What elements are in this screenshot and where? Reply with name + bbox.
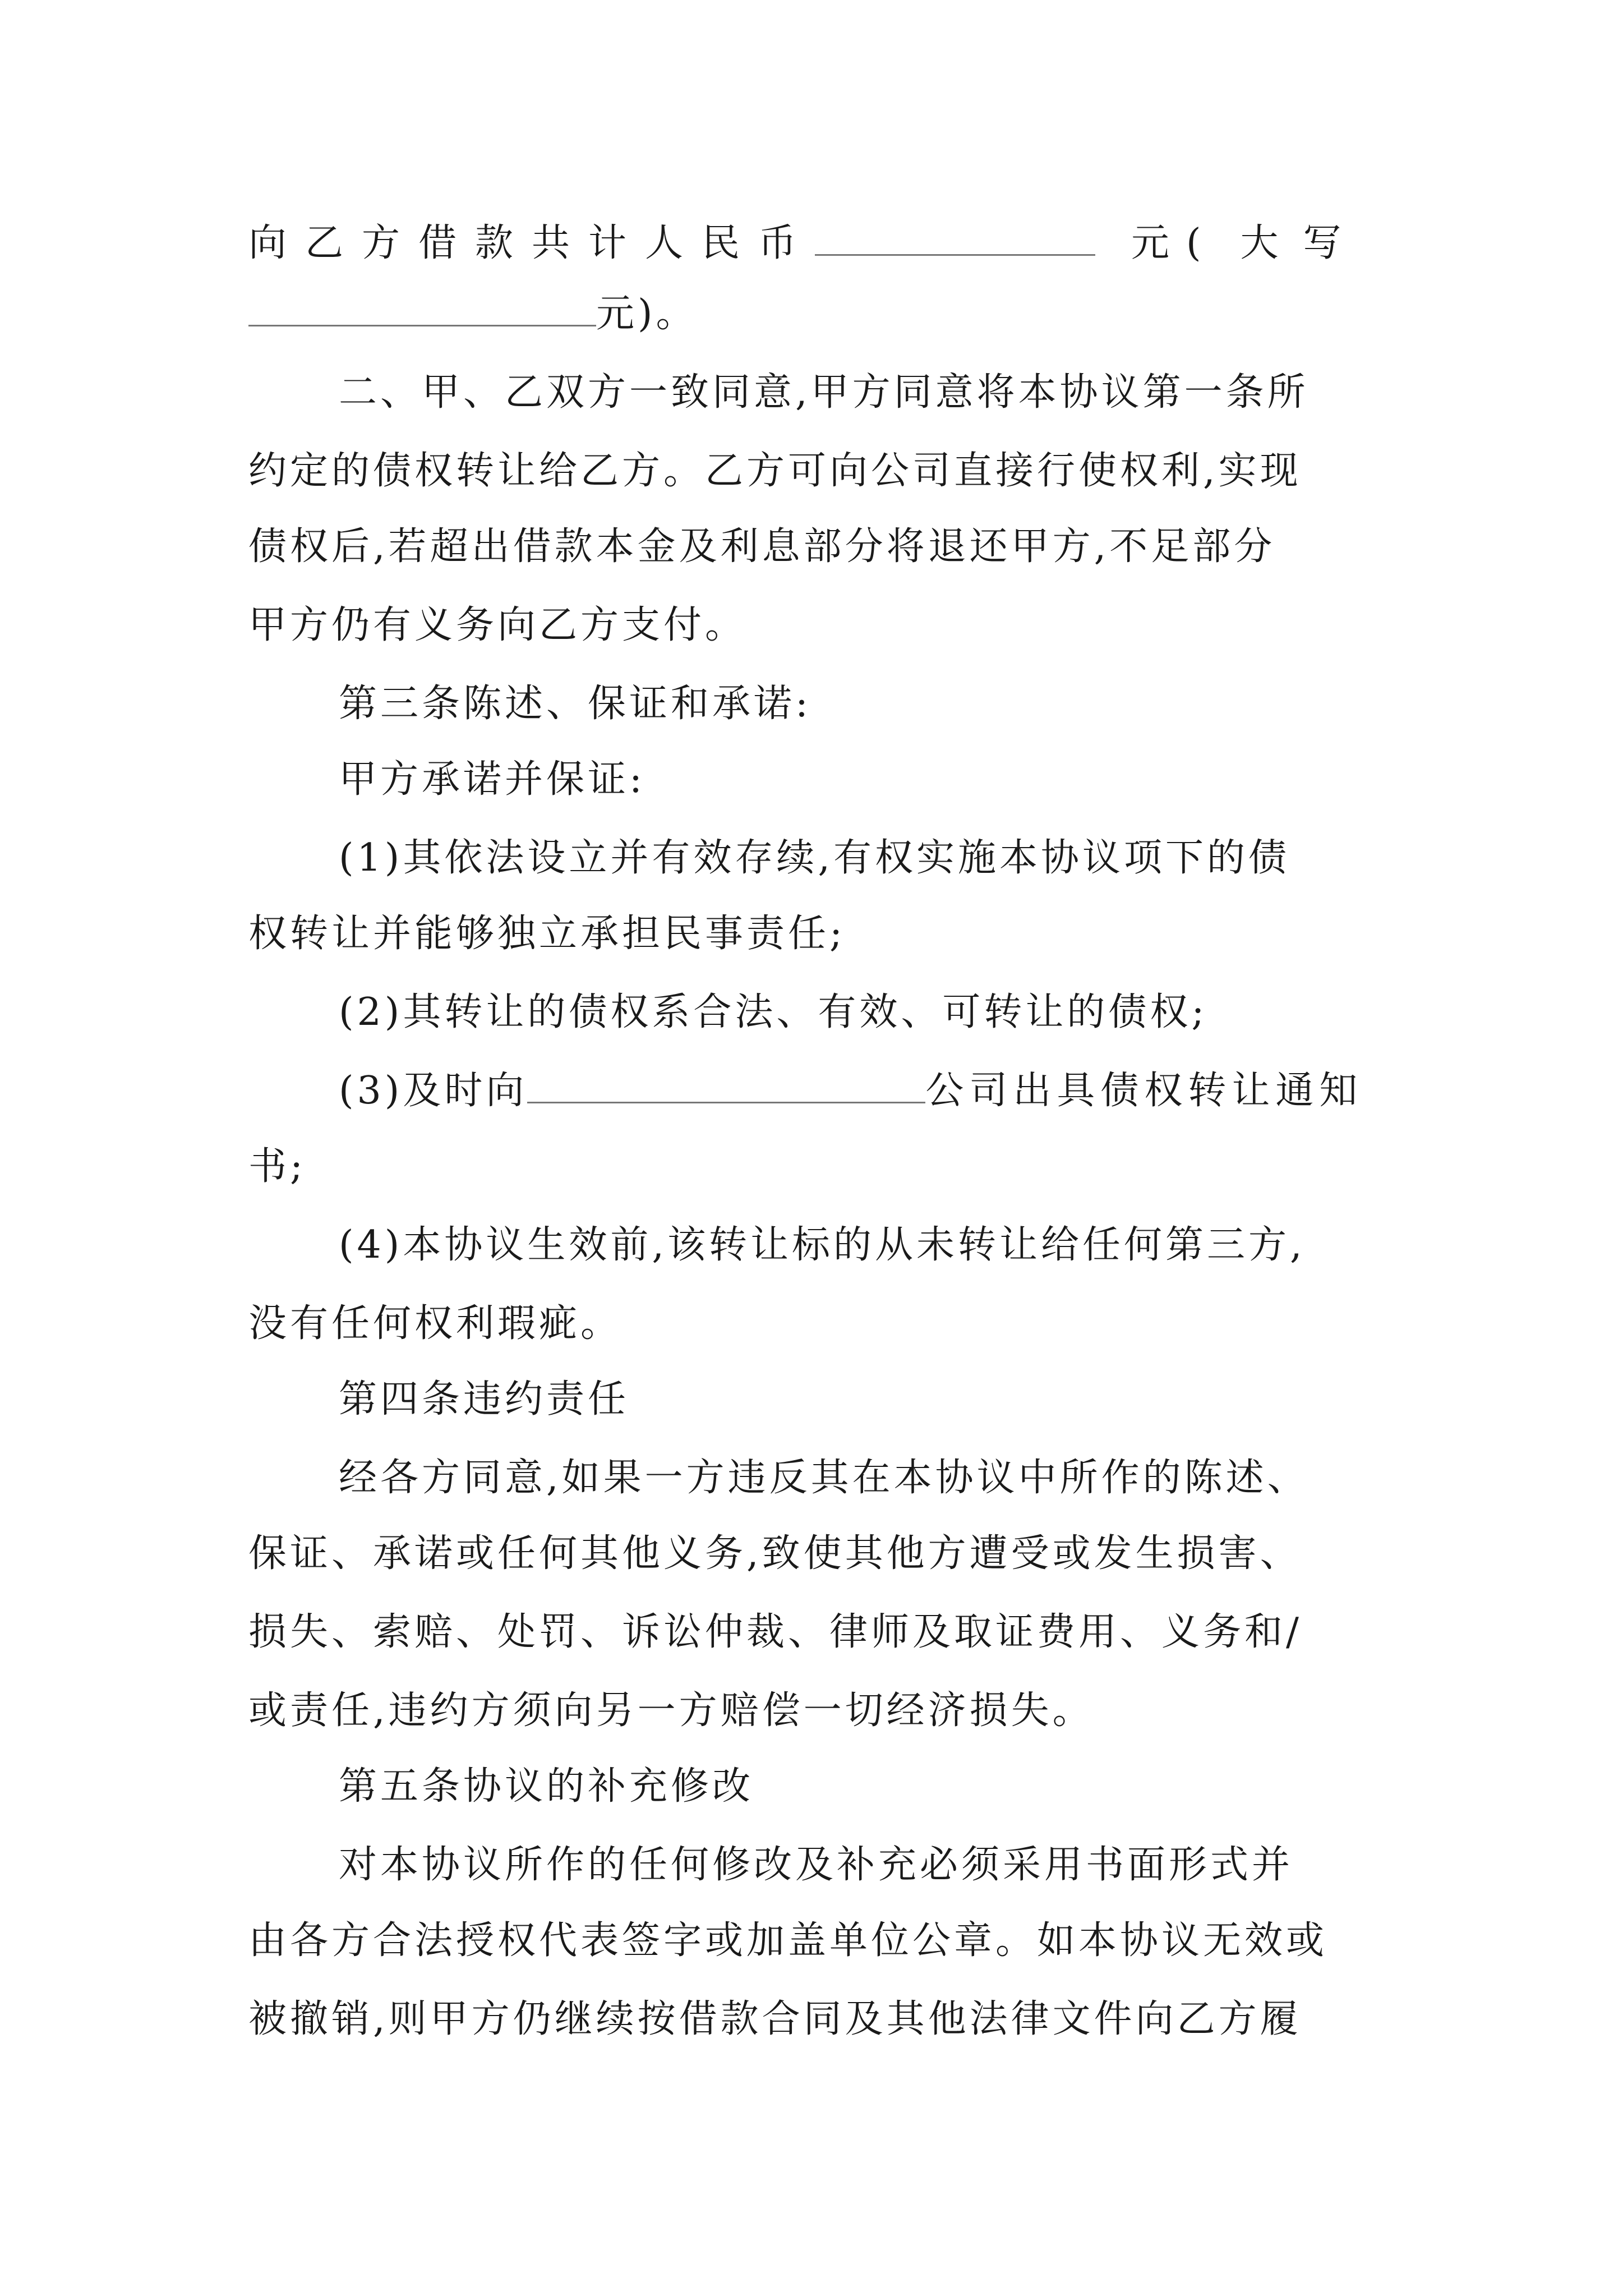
paragraph-line: 被撤销,则甲方仍继续按借款合同及其他法律文件向乙方履 [248, 1997, 1302, 2041]
paragraph-line: 没有任何权利瑕疵。 [248, 1301, 623, 1346]
paragraph-line: 保证、承诺或任何其他义务,致使其他方遭受或发生损害、 [248, 1531, 1302, 1576]
paragraph-line: 或责任,违约方须向另一方赔偿一切经济损失。 [248, 1688, 1094, 1733]
paragraph-line [248, 221, 1366, 266]
paragraph-line: 书; [248, 1144, 306, 1189]
paragraph-line: 约定的债权转让给乙方。乙方可向公司直接行使权利,实现 [248, 449, 1302, 493]
amount-in-words-blank-field[interactable] [248, 292, 596, 326]
text-segment: (3)及时向 [339, 1069, 528, 1113]
amount-blank-field[interactable] [815, 222, 1095, 256]
text-segment: 大写 [1240, 221, 1366, 265]
text-segment: 元)。 [596, 292, 698, 336]
paragraph-line: 甲方仍有义务向乙方支付。 [248, 603, 747, 647]
paragraph-line: 由各方合法授权代表签字或加盖单位公章。如本协议无效或 [248, 1918, 1328, 1963]
company-name-blank-field[interactable] [527, 1069, 925, 1103]
paragraph-line [339, 1069, 1363, 1114]
text-segment: 元( [1131, 221, 1218, 265]
paragraph-line: 对本协议所作的任何修改及补充必须采用书面形式并 [339, 1843, 1294, 1887]
paragraph-line: 权转让并能够独立承担民事责任; [248, 912, 846, 956]
paragraph-line: 经各方同意,如果一方违反其在本协议中所作的陈述、 [339, 1456, 1309, 1500]
section-heading: 第三条陈述、保证和承诺: [339, 682, 811, 726]
text-segment: 公司出具债权转让通知 [925, 1069, 1363, 1113]
paragraph-line: 甲方承诺并保证: [339, 757, 645, 802]
paragraph-line [248, 292, 698, 337]
paragraph-line: 二、甲、乙双方一致同意,甲方同意将本协议第一条所 [339, 370, 1309, 415]
paragraph-line: 债权后,若超出借款本金及利息部分将退还甲方,不足部分 [248, 524, 1276, 569]
section-heading: 第四条违约责任 [339, 1377, 630, 1421]
paragraph-line: (2)其转让的债权系合法、有效、可转让的债权; [339, 990, 1208, 1034]
paragraph-line: 损失、索赔、处罚、诉讼仲裁、律师及取证费用、义务和/ [248, 1610, 1302, 1654]
text-segment: 向乙方借款共计人民币 [248, 221, 815, 265]
paragraph-line: (1)其依法设立并有效存续,有权实施本协议项下的债 [339, 836, 1290, 880]
section-heading: 第五条协议的补充修改 [339, 1764, 754, 1809]
paragraph-line: (4)本协议生效前,该转让标的从未转让给任何第三方, [339, 1223, 1306, 1267]
